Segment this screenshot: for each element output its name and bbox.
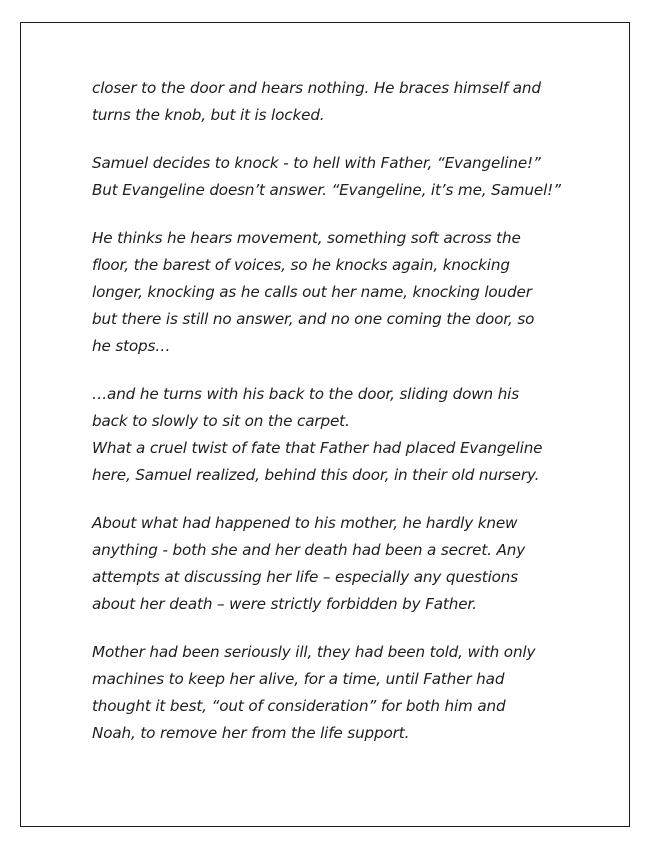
text-line: about her death – were strictly forbidden by Father. <box>92 595 477 613</box>
text-line: What a cruel twist of fate that Father had placed Evangeline <box>92 439 543 457</box>
text-line: Mother had been seriously ill, they had been told, with only <box>92 643 536 661</box>
body-text <box>92 75 562 768</box>
paragraph-4 <box>92 381 562 489</box>
text-line: …and he turns with his back to the door, sliding down his <box>92 385 520 403</box>
paragraph-5 <box>92 510 562 618</box>
text-line: Noah, to remove her from the life support. <box>92 724 410 742</box>
text-line: He thinks he hears movement, something soft across the <box>92 229 521 247</box>
text-line: but there is still no answer, and no one coming the door, so <box>92 310 535 328</box>
paragraph-2 <box>92 150 562 204</box>
text-line: longer, knocking as he calls out her name, knocking louder <box>92 283 532 301</box>
text-line: machines to keep her alive, for a time, until Father had <box>92 670 505 688</box>
text-line: he stops… <box>92 337 171 355</box>
text-line: anything - both she and her death had been a secret. Any <box>92 541 526 559</box>
text-line: here, Samuel realized, behind this door, in their old nursery. <box>92 466 540 484</box>
document-page <box>20 22 630 827</box>
paragraph-3 <box>92 225 562 360</box>
paragraph-6 <box>92 639 562 747</box>
text-line: attempts at discussing her life – especially any questions <box>92 568 519 586</box>
text-line: closer to the door and hears nothing. He braces himself and <box>92 79 541 97</box>
paragraph-1 <box>92 75 562 129</box>
text-line: back to slowly to sit on the carpet. <box>92 412 350 430</box>
text-line: turns the knob, but it is locked. <box>92 106 325 124</box>
text-line: floor, the barest of voices, so he knocks again, knocking <box>92 256 510 274</box>
text-line: thought it best, “out of consideration” for both him and <box>92 697 506 715</box>
text-line: But Evangeline doesn’t answer. “Evangeline, it’s me, Samuel!” <box>92 181 561 199</box>
text-line: Samuel decides to knock - to hell with Father, “Evangeline!” <box>92 154 541 172</box>
text-line: About what had happened to his mother, he hardly knew <box>92 514 518 532</box>
